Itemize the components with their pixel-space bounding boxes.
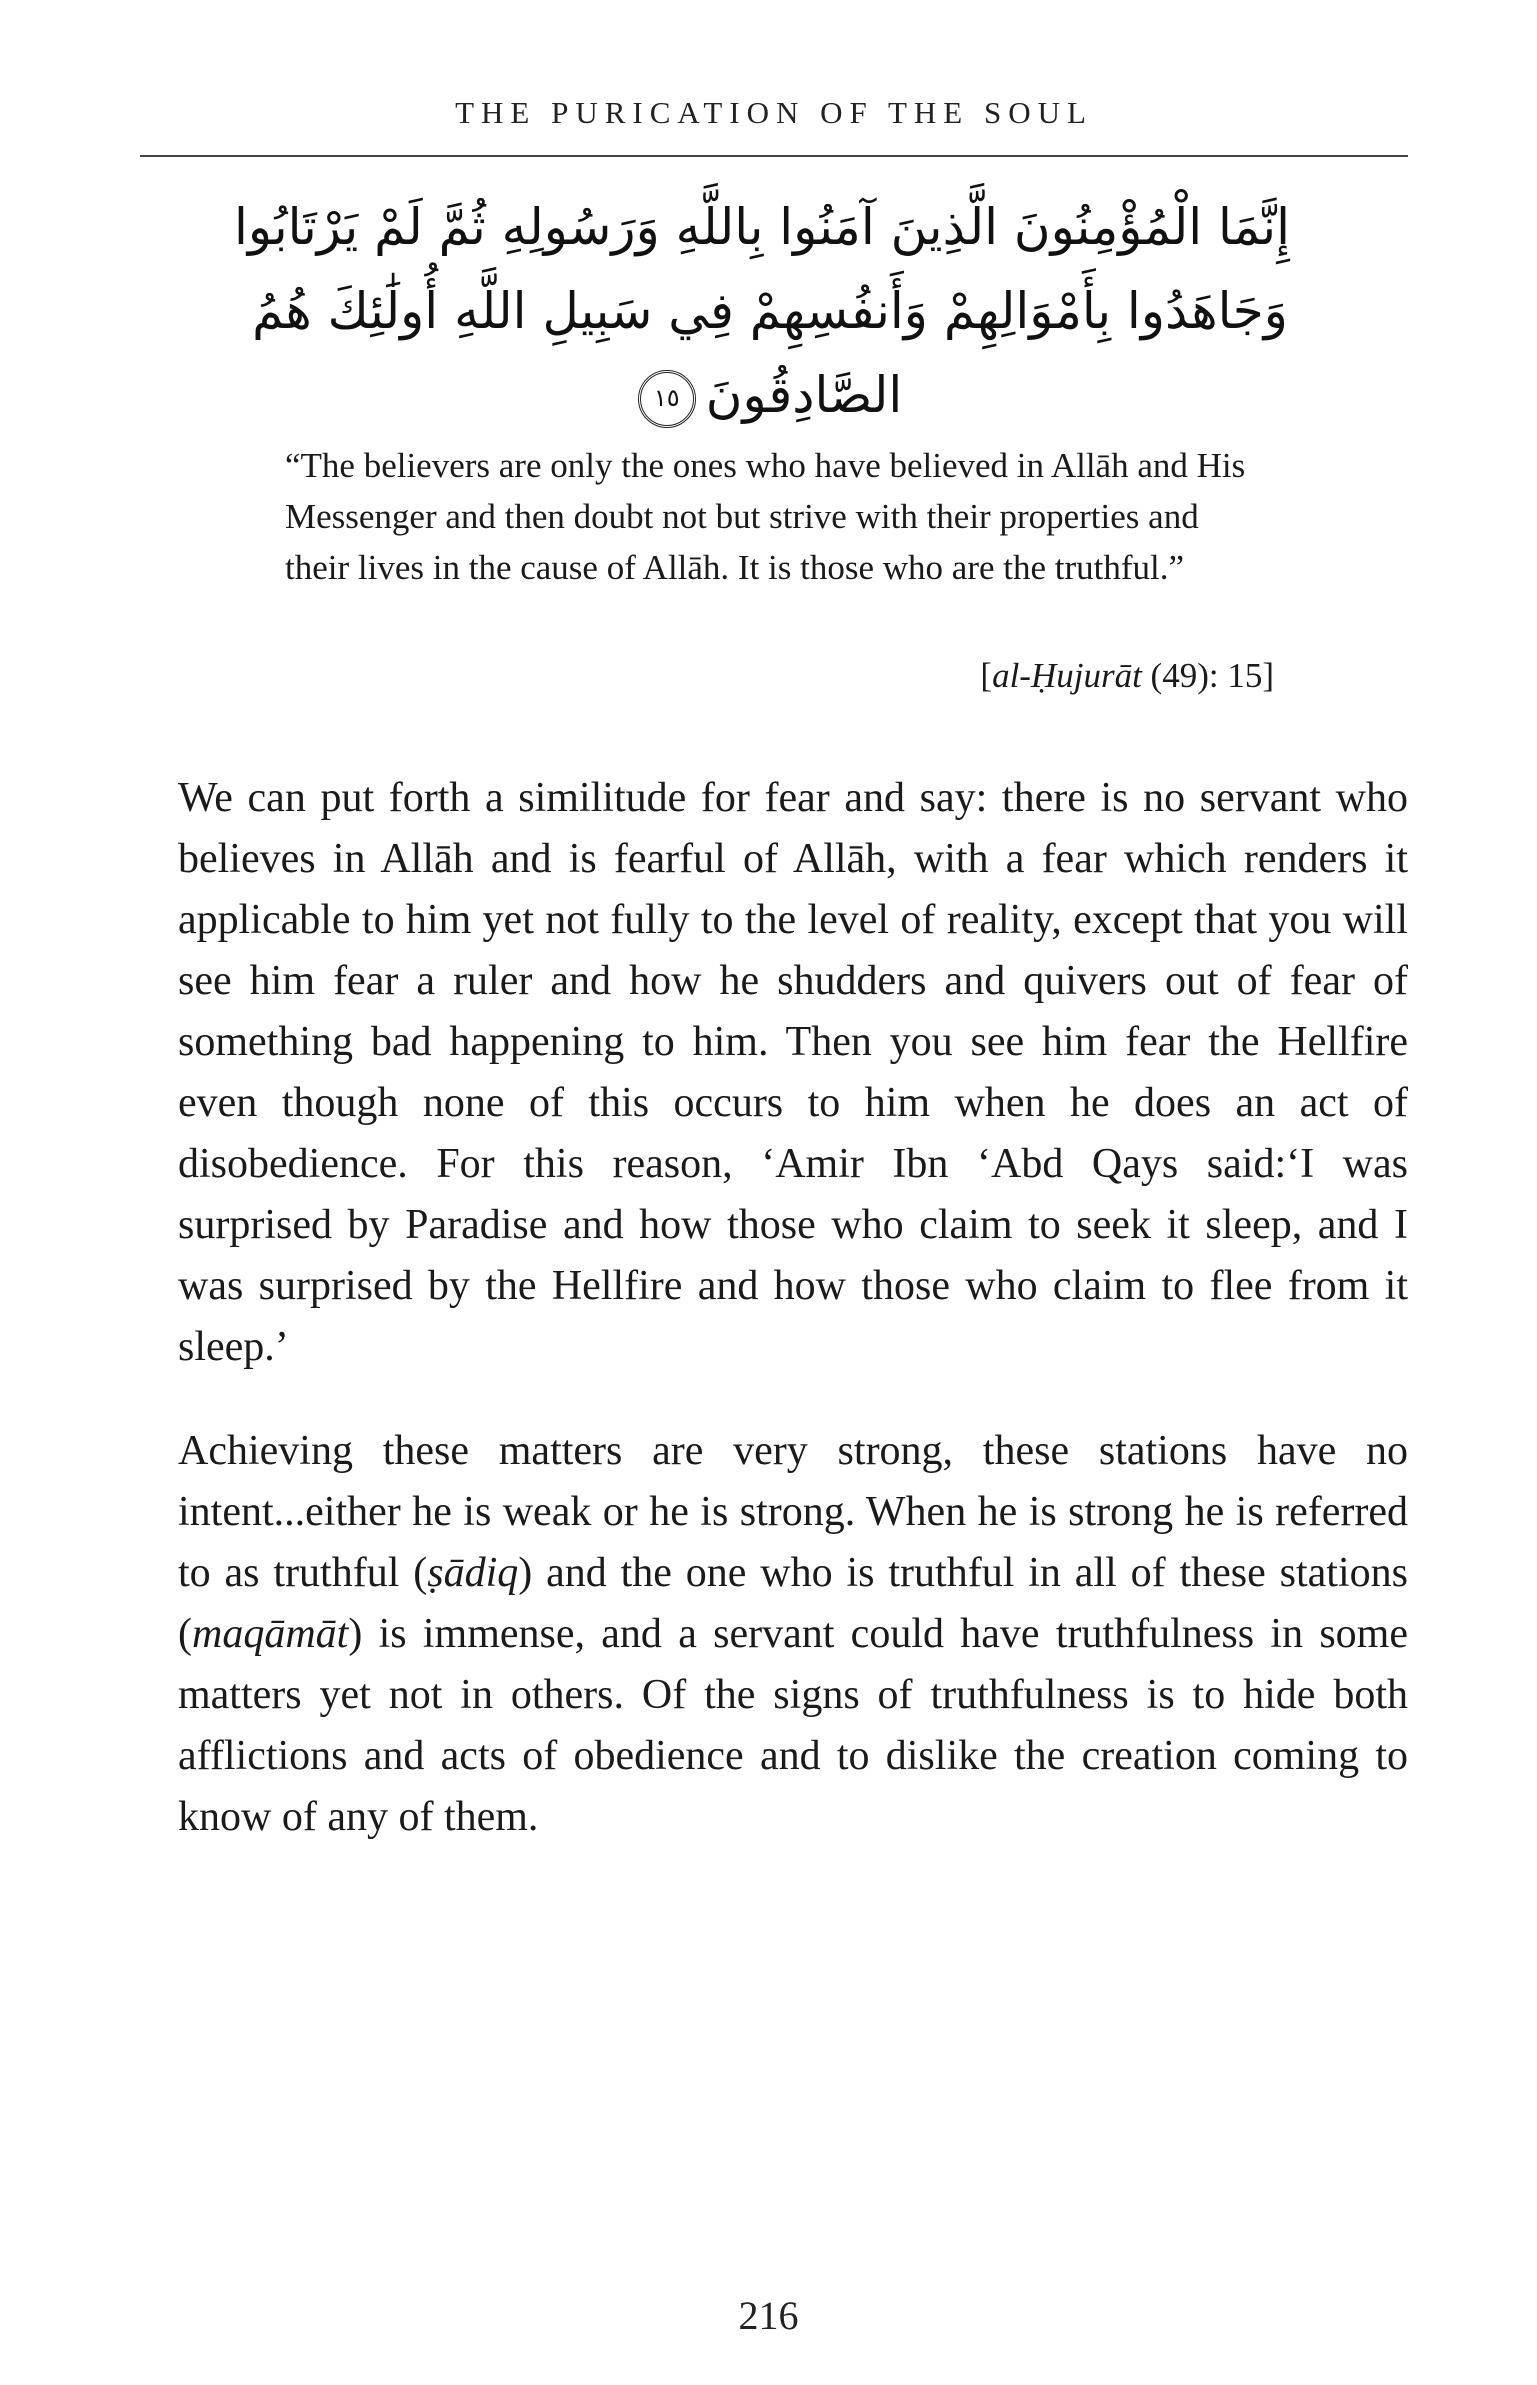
page-number: 216: [738, 2293, 799, 2338]
running-head: THE PURICATION OF THE SOUL: [455, 95, 1093, 130]
citation-reference: (49): 15]: [1150, 656, 1274, 695]
paragraph-2-text-2: ) and the one who is truthful in all of these stations (: [178, 1550, 1408, 1657]
ayah-number-marker: ١٥: [638, 370, 696, 428]
arabic-verse-line-3-text: الصَّادِقُونَ: [705, 366, 903, 424]
arabic-verse-line-3: [250, 353, 1290, 437]
paragraph-2-text-1: Achieving these matters are very strong, these stations have no intent...either he is weak or he is strong. When he is strong he is referred to as truthful (: [178, 1428, 1408, 1596]
body-paragraph-1: We can put forth a similitude for fear and say: there is no servant who believes in Allāh and is fearful of Allāh, with a fear which renders it applicable to him yet not fully to the level of reality, except that you will see him fear a ruler and how he shudders and quivers out of fear of something bad happening to him. Then you see him fear the Hellfire even though none of this occurs to him when he does an act of disobedience. For this reason, ‘Amir Ibn ‘Abd Qays said:‘I was surprised by Paradise and how those who claim to seek it sleep, and I was surprised by the Hellfire and how those who claim to flee from it sleep.’: [178, 775, 1408, 1370]
term-maqamat: maqāmāt: [192, 1611, 349, 1657]
citation-surah-name: al-Ḥujurāt: [992, 656, 1142, 695]
arabic-verse-line-1: إِنَّمَا الْمُؤْمِنُونَ الَّذِينَ آمَنُوا بِاللَّهِ وَرَسُولِهِ ثُمَّ لَمْ يَرْتَابُوا: [233, 198, 1290, 256]
paragraph-2-text-3: ) is immense, and a servant could have truthfulness in some matters yet not in others. Of the signs of truthfulness is to hide both afflictions and acts of obedience and to dislike the creation coming to know of any of them.: [178, 1611, 1408, 1840]
arabic-verse-line-2: وَجَاهَدُوا بِأَمْوَالِهِمْ وَأَنفُسِهِمْ فِي سَبِيلِ اللَّهِ أُولَٰئِكَ هُمُ: [252, 282, 1288, 340]
verse-citation: [700, 650, 1274, 701]
verse-translation: “The believers are only the ones who have believed in Allāh and His Messenger and then doubt not but strive with their properties and their lives in the cause of Allāh. It is those who are the truthful.”: [285, 446, 1246, 587]
body-paragraph-2: [178, 1421, 1408, 1848]
term-sadiq: ṣādiq: [427, 1550, 519, 1596]
arabic-verse: [233, 185, 1290, 437]
header-rule: [140, 155, 1408, 157]
citation-open-bracket: [: [980, 656, 993, 695]
